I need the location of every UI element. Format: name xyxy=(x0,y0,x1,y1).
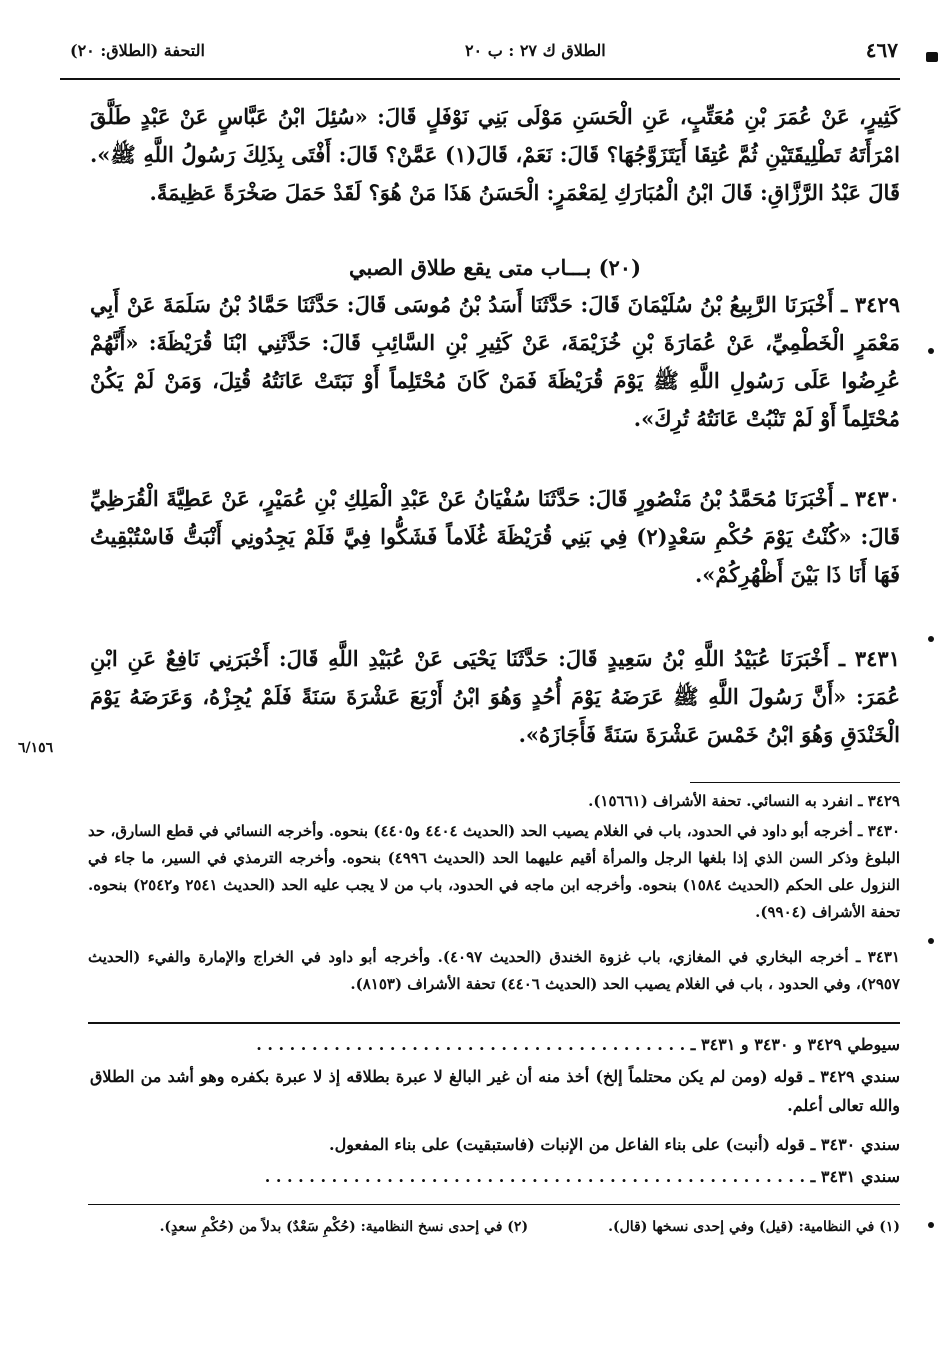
takhrij-3431: ٣٤٣١ ـ أخرجه البخاري في المغازي، باب غزوة الخندق (الحديث ٤٠٩٧). وأخرجه أبو داود في الخراج والإمارة والفيء (الحديث ٢٩٥٧)، وفي الحدود ، باب في الغلام يصيب الحد (الحديث ٤٤٠٦) تحفة الأشراف (٨١٥٣). xyxy=(88,948,900,993)
footnotes xyxy=(130,1219,900,1235)
footnote-rule xyxy=(88,1204,900,1205)
header-chapter-ref: الطلاق ك ٢٧ : ب ٢٠ xyxy=(464,40,606,60)
page-number: ٤٦٧ xyxy=(865,38,898,62)
margin-dot xyxy=(928,1222,934,1228)
chapter-heading: (٢٠) بـــاب متى يقع طلاق الصبي xyxy=(348,255,642,280)
main-text xyxy=(90,98,900,760)
sindi-rule xyxy=(88,1022,900,1024)
margin-dot xyxy=(928,938,934,944)
page-edge-marker xyxy=(926,52,938,62)
suyuti-note: سيوطي ٣٤٢٩ و ٣٤٣٠ و ٣٤٣١ ـ . . . . . . . . . . . . . . . . . . . . . . . . . . . . . . . . . . . . . . . xyxy=(256,1035,900,1054)
takhrij-3429: ٣٤٢٩ ـ انفرد به النسائي. تحفة الأشراف (١٥٦٦١). xyxy=(588,792,900,810)
margin-dot xyxy=(928,636,934,642)
hadith-3430: ٣٤٣٠ ـ أَخْبَرَنَا مُحَمَّدُ بْنُ مَنْصُورٍ قَالَ: حَدَّثَنَا سُفْيَانُ عَنْ عَبْدِ الْمَلِكِ بْنِ عُمَيْرٍ، عَنْ عَطِيَّةَ الْقُرَظِيِّ قَالَ: «كُنْتُ يَوْمَ حُكْمِ سَعْدٍ(٢) فِي بَنِي قُرَيْظَةَ غُلَاماً فَشَكُّوا فِيَّ فَلَمْ يَجِدُونِي أَنْبَتُّ فَاسْتُبْقِيتُ فَهَا أَنَا ذَا بَيْنَ أَظْهُرِكُمْ». xyxy=(90,486,900,587)
takhrij-3430: ٣٤٣٠ ـ أخرجه أبو داود في الحدود، باب في الغلام يصيب الحد (الحديث ٤٤٠٤ و٤٤٠٥) بنحوه. وأخرجه النسائي في قطع السارق، حد البلوغ وذكر السن الذي إذا بلغها الرجل والمرأة أقيم عليهما الحد (الحديث ٤٩٩٦) بنحوه. وأخرجه الترمذي في السير، ما جاء في النزول على الحكم (الحديث ١٥٨٤) بنحوه. وأخرجه ابن ماجه في الحدود، باب من لا يجب عليه الحد (الحديث ٢٥٤١ و٢٥٤٢) بنحوه. تحفة الأشراف (٩٩٠٤). xyxy=(88,822,901,921)
hadith-3431: ٣٤٣١ ـ أَخْبَرَنَا عُبَيْدُ اللَّهِ بْنُ سَعِيدٍ قَالَ: حَدَّثَنَا يَحْيَى عَنْ عُبَيْدِ اللَّهِ قَالَ: أَخْبَرَنِي نَافِعٌ عَنِ ابْنِ عُمَرَ: «أَنَّ رَسُولَ اللَّهِ ﷺ عَرَضَهُ يَوْمَ أُحُدٍ وَهُوَ ابْنُ أَرْبَعَ عَشْرَةَ سَنَةً فَلَمْ يُجِزْهُ، وَعَرَضَهُ يَوْمَ الْخَنْدَقِ وَهُوَ ابْنُ خَمْسَ عَشْرَةَ سَنَةً فَأَجَازَهُ». xyxy=(90,646,900,747)
header-rule xyxy=(60,78,900,80)
running-header xyxy=(70,30,898,70)
hadith-3429: ٣٤٢٩ ـ أَخْبَرَنَا الرَّبِيعُ بْنُ سُلَيْمَانَ قَالَ: حَدَّثَنَا أَسَدُ بْنُ مُوسَى قَالَ: حَدَّثَنَا حَمَّادُ بْنُ سَلَمَةَ عَنْ أَبِي مَعْمَرٍ الْخَطْمِيِّ، عَنْ عُمَارَةَ بْنِ خُزَيْمَةَ، عَنْ كَثِيرِ بْنِ السَّائِبِ قَالَ: حَدَّثَنِي ابْنَا قُرَيْظَةَ: «أَنَّهُمْ عُرِضُوا عَلَى رَسُولِ اللَّهِ ﷺ يَوْمَ قُرَيْظَةَ فَمَنْ كَانَ مُحْتَلِماً أَوْ نَبَتَتْ عَانَتُهُ قُتِلَ، وَمَنْ لَمْ يَكُنْ مُحْتَلِماً أَوْ لَمْ تَنْبُتْ عَانَتُهُ تُرِكَ». xyxy=(90,292,900,431)
margin-dot xyxy=(928,348,934,354)
sindi-note-3429: سندي ٣٤٢٩ ـ قوله (ومن لم يكن محتلماً إلخ) أخذ منه أن غير البالغ لا عبرة بطلاقه إذ لا عبرة بكفره وهو أشد من الطلاق والله تعالى أعلم. xyxy=(90,1067,900,1115)
hadith-continuation: كَثِيرٍ، عَنْ عُمَرَ بْنِ مُعَتِّبٍ، عَنِ الْحَسَنِ مَوْلَى بَنِي نَوْفَلٍ قَالَ: «سُئِلَ ابْنُ عَبَّاسٍ عَنْ عَبْدٍ طَلَّقَ امْرَأَتَهُ تَطْلِيقَتَيْنِ ثُمَّ عُتِقَا أَيَتَزَوَّجُهَا؟ قَالَ: نَعَمْ، قَالَ(١) عَمَّنْ؟ قَالَ: أَفْتَى بِذَلِكَ رَسُولُ اللَّهِ ﷺ». قَالَ عَبْدُ الرَّزَّاقِ: قَالَ ابْنُ الْمُبَارَكِ لِمَعْمَرٍ: الْحَسَنُ هَذَا مَنْ هُوَ؟ لَقَدْ حَمَلَ صَخْرَةً عَظِيمَةً. xyxy=(90,104,900,205)
takhrij-rule xyxy=(690,782,900,783)
sindi-note-3431: سندي ٣٤٣١ ـ . . . . . . . . . . . . . . . . . . . . . . . . . . . . . . . . . . . . . . . . . . . . . . . . . xyxy=(264,1167,900,1186)
margin-volume-page: ٦/١٥٦ xyxy=(18,740,54,756)
footnote-1: (١) في النظامية: (قيل) وفي إحدى نسخها (قال). xyxy=(608,1219,900,1235)
header-tuhfa-ref: التحفة (الطلاق: ٢٠) xyxy=(70,40,205,60)
footnote-2: (٢) في إحدى نسخ النظامية: (حُكْمِ سَعْدٌ) بدلاً من (حُكْمِ سعدٍ). xyxy=(159,1219,529,1235)
sindi-note-3430: سندي ٣٤٣٠ ـ قوله (أنبت) على بناء الفاعل من الإنبات (فاستبقيت) على بناء المفعول. xyxy=(329,1135,900,1154)
